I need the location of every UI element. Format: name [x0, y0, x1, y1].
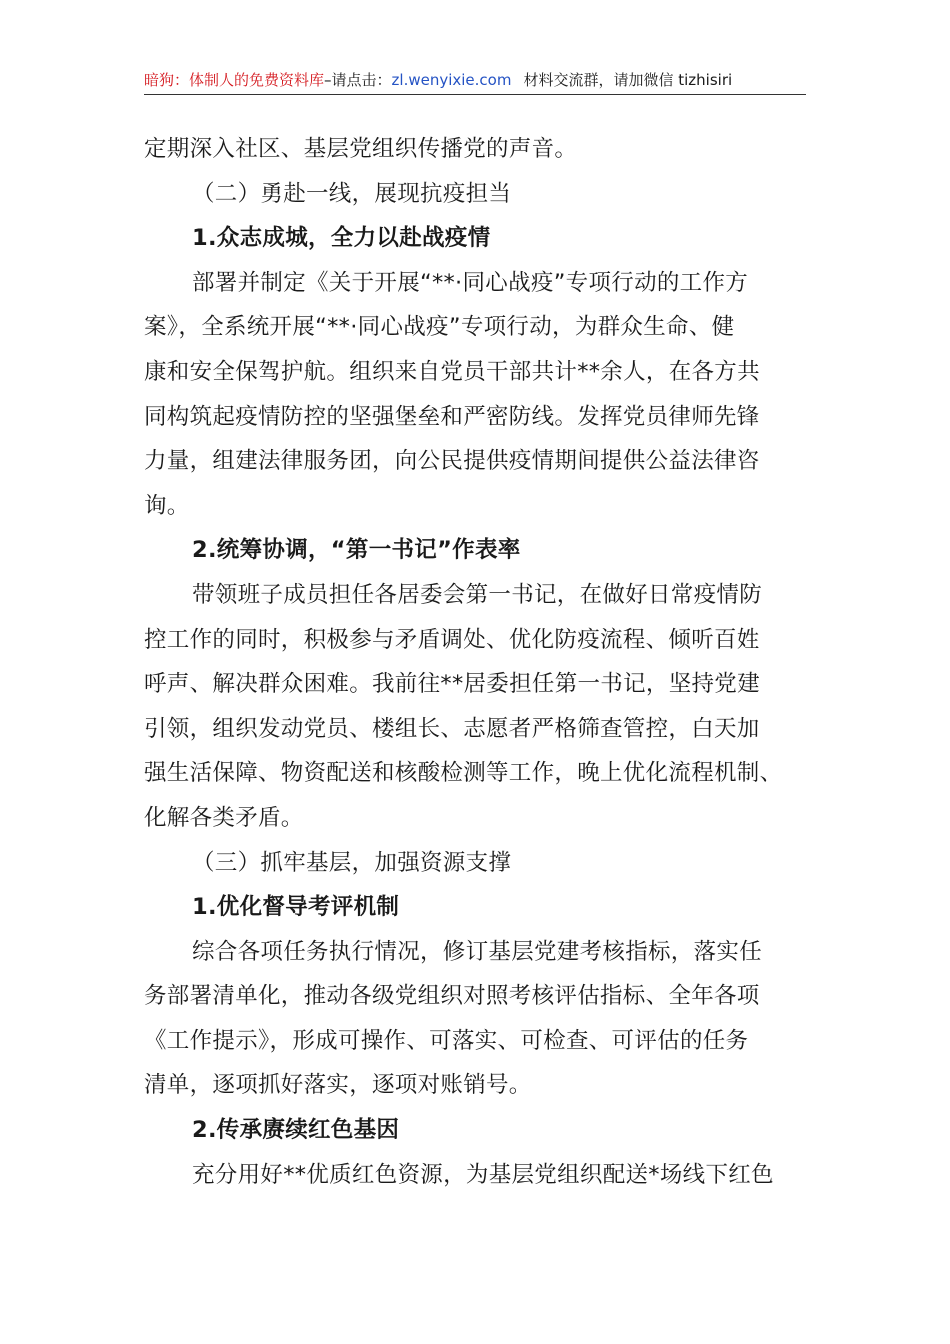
body-text-line: 部署并制定《关于开展“**·同心战疫”专项行动的工作方: [192, 269, 749, 296]
body-text-line: 呼声、解决群众困难。我前往**居委担任第一书记，坚持党建: [144, 671, 760, 698]
body-text-line: 化解各类矛盾。: [144, 804, 304, 831]
header-brand: 暗狗：体制人的免费资料库: [144, 71, 325, 89]
body-text-line: 康和安全保驾护航。组织来自党员干部共计**余人，在各方共: [144, 358, 760, 385]
body-text-line: 引领，组织发动党员、楼组长、志愿者严格筛查管控，白天加: [144, 715, 760, 742]
section-heading: （二）勇赴一线，展现抗疫担当: [192, 180, 512, 207]
body-text-line: 充分用好**优质红色资源，为基层党组织配送*场线下红色: [192, 1161, 774, 1188]
subsection-heading: 1.优化督导考评机制: [192, 894, 400, 921]
body-text-line: 案》，全系统开展“**·同心战疫”专项行动，为群众生命、健: [144, 314, 735, 341]
subsection-heading: 2.传承赓续红色基因: [192, 1117, 400, 1144]
body-text-line: 《工作提示》，形成可操作、可落实、可检查、可评估的任务: [144, 1027, 749, 1054]
body-text-line: 询。: [144, 492, 190, 519]
subsection-heading: 1.众志成城，全力以赴战疫情: [192, 225, 491, 252]
body-text-line: 强生活保障、物资配送和核酸检测等工作，晚上优化流程机制、: [144, 760, 783, 787]
body-text-line: 定期深入社区、基层党组织传播党的声音。: [144, 136, 578, 162]
section-heading: （三）抓牢基层，加强资源支撑: [192, 849, 512, 876]
body-text-line: 清单，逐项抓好落实，逐项对账销号。: [144, 1072, 532, 1099]
body-text-line: 力量，组建法律服务团，向公民提供疫情期间提供公益法律咨: [144, 448, 760, 475]
header-wechat-note: 材料交流群，请加微信 tizhisiri: [523, 71, 733, 89]
header-click-text: –请点击：: [324, 71, 392, 89]
page-header: [144, 66, 806, 95]
body-text-line: 务部署清单化，推动各级党组织对照考核评估指标、全年各项: [144, 983, 760, 1010]
header-url-link[interactable]: zl.wenyixie.com: [391, 71, 512, 89]
body-text-line: 综合各项任务执行情况，修订基层党建考核指标，落实任: [192, 938, 763, 965]
body-text-line: 同构筑起疫情防控的坚强堡垒和严密防线。发挥党员律师先锋: [144, 403, 760, 430]
body-text-line: 控工作的同时，积极参与矛盾调处、优化防疫流程、倾听百姓: [144, 626, 760, 653]
document-body: [144, 127, 824, 1197]
body-text-line: 带领班子成员担任各居委会第一书记，在做好日常疫情防: [192, 581, 763, 608]
subsection-heading: 2.统筹协调，“第一书记”作表率: [192, 537, 521, 564]
